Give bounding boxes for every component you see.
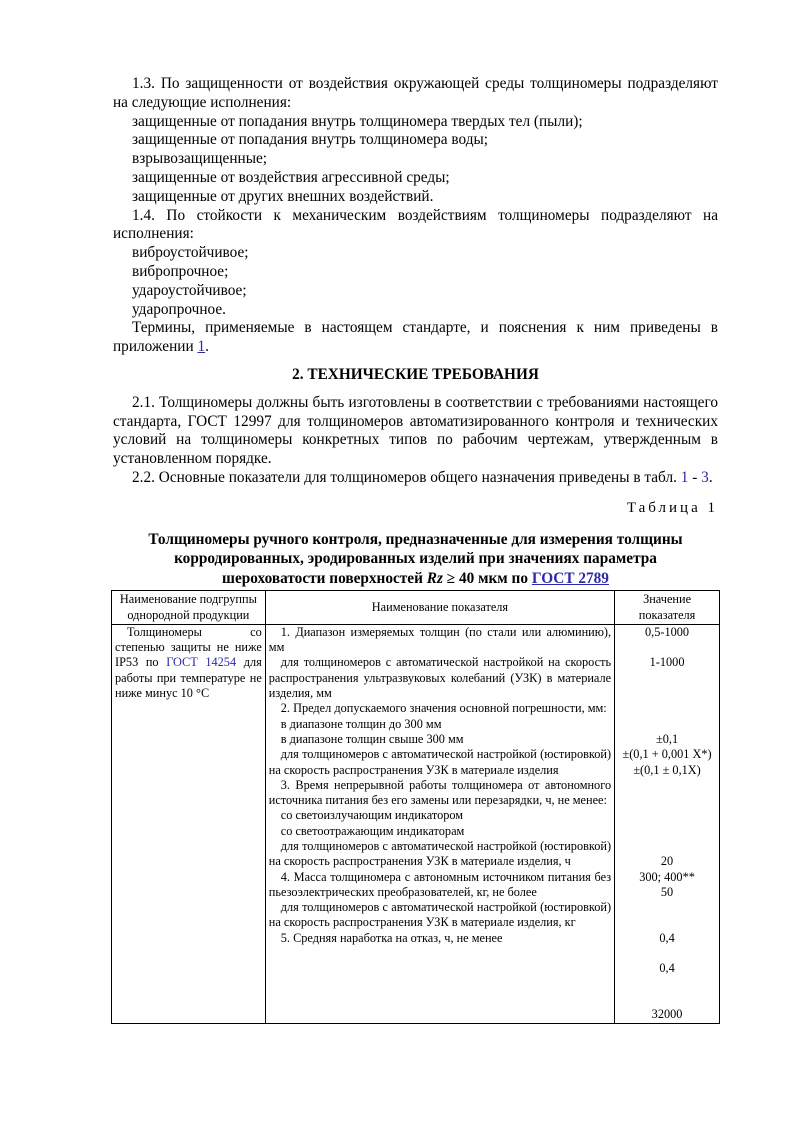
list-item: удароустойчивое;	[132, 281, 247, 299]
terms-end: .	[205, 338, 209, 356]
paragraph-1-4: 1.4. По стойкости к механическим воздействиям толщиномеры подразделяют на исполнения:	[113, 206, 718, 243]
p22-end: .	[708, 468, 713, 486]
header-value: Значение показателя	[615, 591, 720, 625]
list-item: ударопрочное.	[132, 300, 226, 318]
indicator-2: 2. Предел допускаемого значения основной погрешности, мм:	[280, 701, 607, 716]
value-4a: 0,4	[659, 961, 675, 976]
value-2b: ±(0,1 + 0,001 X*)	[622, 747, 712, 762]
terms-text: Термины, применяемые в настоящем стандарте, и пояснения к ним приведены в приложении	[113, 319, 718, 356]
value-cell	[615, 624, 720, 1023]
indicator-3a: со светоизлучающим индикатором	[280, 808, 464, 823]
appendix-1-link[interactable]: 1	[197, 338, 206, 356]
value-3a: 20	[660, 854, 674, 869]
table-3-link[interactable]: 3	[701, 468, 709, 486]
caption-line-3	[113, 569, 718, 589]
value-5: 32000	[651, 1007, 683, 1022]
paragraph-2-2	[113, 469, 718, 488]
caption-line-1: Толщиномеры ручного контроля, предназначенные для измерения толщины	[148, 530, 683, 548]
value-3b: 300; 400**	[639, 869, 695, 884]
subgroup-text-b: для работы при температуре не ниже минус 10 °С	[115, 655, 262, 701]
indicator-2a: в диапазоне толщин до 300 мм	[280, 716, 442, 731]
value-1: 0,5-1000	[645, 624, 690, 639]
subgroup-cell	[112, 624, 266, 1023]
indicator-2b: в диапазоне толщин свыше 300 мм	[280, 731, 464, 746]
indicator-1a: для толщиномеров с автоматической настройкой на скорость распространения ультразвуковых колебаний (УЗК) в материале изделия, мм	[268, 655, 612, 701]
paragraph-2-1: 2.1. Толщиномеры должны быть изготовлены в соответствии с требованиями настоящего стандарта, ГОСТ 12997 для толщиномеров автоматизированного контроля и технических условий на толщиномеры конкретных типов по рабочим чертежам, утвержденным в установленном порядке.	[113, 393, 718, 468]
value-2c: ±(0,1 ± 0,1X)	[633, 762, 701, 777]
indicator-4: 4. Масса толщиномера с автономным источником питания без пьезоэлектрических преобразователей, кг, не более	[268, 869, 612, 899]
section-heading: 2. ТЕХНИЧЕСКИЕ ТРЕБОВАНИЯ	[292, 365, 539, 383]
caption-line-2: корродированных, эродированных изделий при значениях параметра	[174, 550, 657, 568]
table-label: Таблица 1	[626, 499, 718, 516]
list-item: вибропрочное;	[132, 262, 229, 280]
table-caption	[113, 530, 718, 589]
caption-text: шероховатости поверхностей	[222, 569, 427, 587]
list-item: виброустойчивое;	[132, 244, 249, 262]
list-item: защищенные от других внешних воздействий.	[132, 187, 434, 205]
p22-separator: -	[688, 468, 702, 486]
indicator-4a: для толщиномеров с автоматической настройкой (юстировкой) на скорость распространения УЗК в материале изделия, кг	[268, 900, 612, 930]
document-page	[113, 75, 718, 1024]
terms-paragraph	[113, 319, 718, 357]
subgroup-text: Толщиномеры со степенью защиты не ниже IP53 по	[115, 624, 262, 670]
indicator-cell	[265, 624, 614, 1023]
p22-text: 2.2. Основные показатели для толщиномеров общего назначения приведены в табл.	[132, 468, 681, 486]
indicator-5: 5. Средняя наработка на отказ, ч, не менее	[280, 930, 503, 945]
table-header-row	[112, 591, 720, 625]
value-2a: ±0,1	[655, 731, 679, 746]
gost-14254-link[interactable]: ГОСТ 14254	[166, 655, 237, 670]
rz-symbol: Rz	[426, 569, 443, 587]
header-indicator: Наименование показателя	[265, 591, 614, 625]
indicator-3c: для толщиномеров с автоматической настройкой (юстировкой) на скорость распространения УЗК в материале изделия, ч	[268, 838, 612, 869]
table-row	[112, 624, 720, 1023]
indicator-2c: для толщиномеров с автоматической настройкой (юстировкой) на скорость распространения УЗК в материале изделия	[268, 747, 612, 777]
value-3c: 50	[660, 884, 674, 899]
indicator-3b: со светоотражающим индикаторам	[280, 823, 465, 838]
header-subgroup: Наименование подгруппы однородной продукции	[112, 591, 266, 625]
list-item: защищенные от попадания внутрь толщиномера воды;	[132, 131, 489, 149]
paragraph-1-3: 1.3. По защищенности от воздействия окружающей среды толщиномеры подразделяют на следующие исполнения:	[113, 75, 718, 111]
indicator-1: 1. Диапазон измеряемых толщин (по стали или алюминию), мм	[268, 624, 612, 655]
value-4: 0,4	[659, 930, 675, 945]
table-1	[111, 590, 720, 1023]
indicator-3: 3. Время непрерывной работы толщиномера от автономного источника питания без его замены или перезарядки, ч, не менее:	[268, 777, 612, 808]
table-1-link[interactable]: 1	[680, 468, 689, 486]
list-item: взрывозащищенные;	[132, 150, 268, 168]
list-item: защищенные от воздействия агрессивной среды;	[132, 168, 450, 186]
gost-2789-link[interactable]: ГОСТ 2789	[531, 569, 609, 587]
value-1a: 1-1000	[649, 655, 685, 670]
caption-text-b: ≥ 40 мкм по	[442, 569, 532, 587]
list-item: защищенные от попадания внутрь толщиномера твердых тел (пыли);	[132, 112, 583, 130]
